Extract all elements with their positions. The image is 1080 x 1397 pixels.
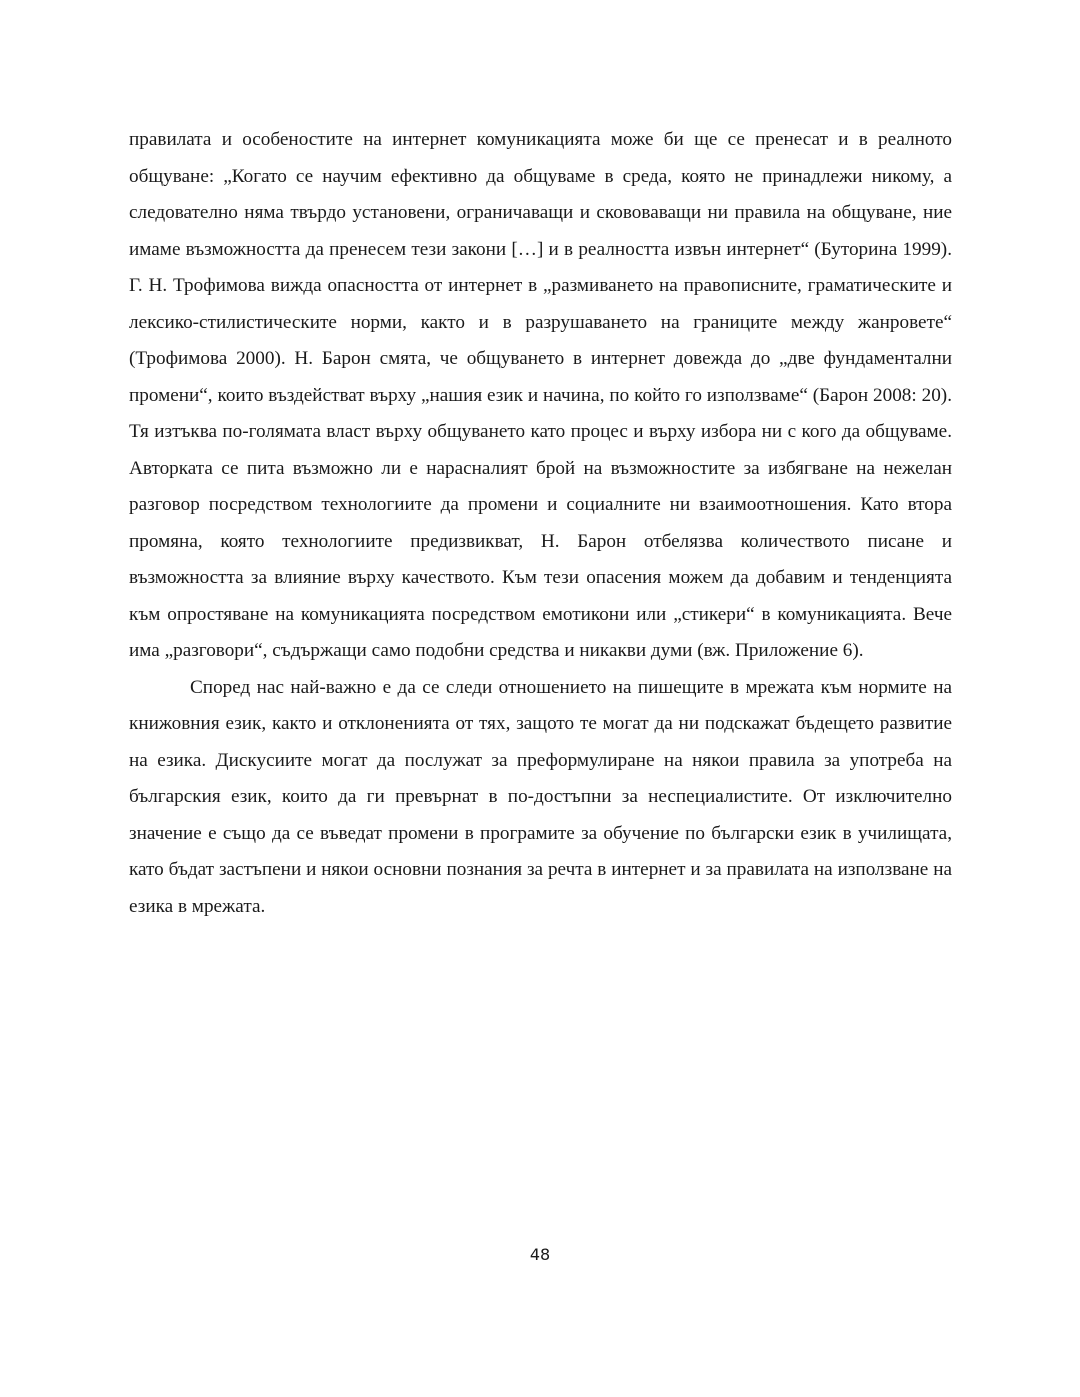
paragraph-2: Според нас най-важно е да се следи отношението на пишещите в мрежата към нормите на книжовния език, както и отклоненията от тях, защото те могат да ни подскажат бъдещето развитие на езика. Дискусиите могат да послужат за преформулиране на някои правила за употреба на българския език, които да ги превърнат в по-достъпни за неспециалистите. От изключително значение е също да се въведат промени в програмите за обучение по български език в училищата, като бъдат застъпени и някои основни познания за речта в интернет и за правилата на използване на езика в мрежата.	[129, 676, 952, 917]
page-number: 48	[529, 1245, 551, 1264]
paragraph-1: правилата и особеностите на интернет комуникацията може би ще се пренесат и в реалното общуване: „Когато се научим ефективно да общуваме в среда, която не принадлежи никому, а следователно няма твърдо установени, ограничаващи и скововаващи ни правила на общуване, ние имаме възможността да пренесем тези закони […] и в реалността извън интернет“ (Буторина 1999). Г. Н. Трофимова вижда опасността от интернет в „размиването на правописните, граматическите и лексико-стилистическите норми, както и в разрушаването на границите между жанровете“ (Трофимова 2000). Н. Барон смята, че общуването в интернет довежда до „две фундаментални промени“, които въздействат върху „нашия език и начина, по който го използваме“ (Барон 2008: 20). Тя изтъква по-голямата власт върху общуването като процес и върху избора ни с кого да общуваме. Авторката се пита възможно ли е нарасналият брой на възможностите за избягване на нежелан разговор посредством технологиите да промени и социалните ни взаимоотношения. Като втора промяна, която технологиите предизвикват, Н. Барон отбелязва количеството писане и възможността за влияние върху качеството. Към тези опасения можем да добавим и тенденцията към опростяване на комуникацията посредством емотикони или „стикери“ в комуникацията. Вече има „разговори“, съдържащи само подобни средства и никакви думи (вж. Приложение 6).	[129, 129, 952, 661]
body-text	[129, 122, 952, 925]
